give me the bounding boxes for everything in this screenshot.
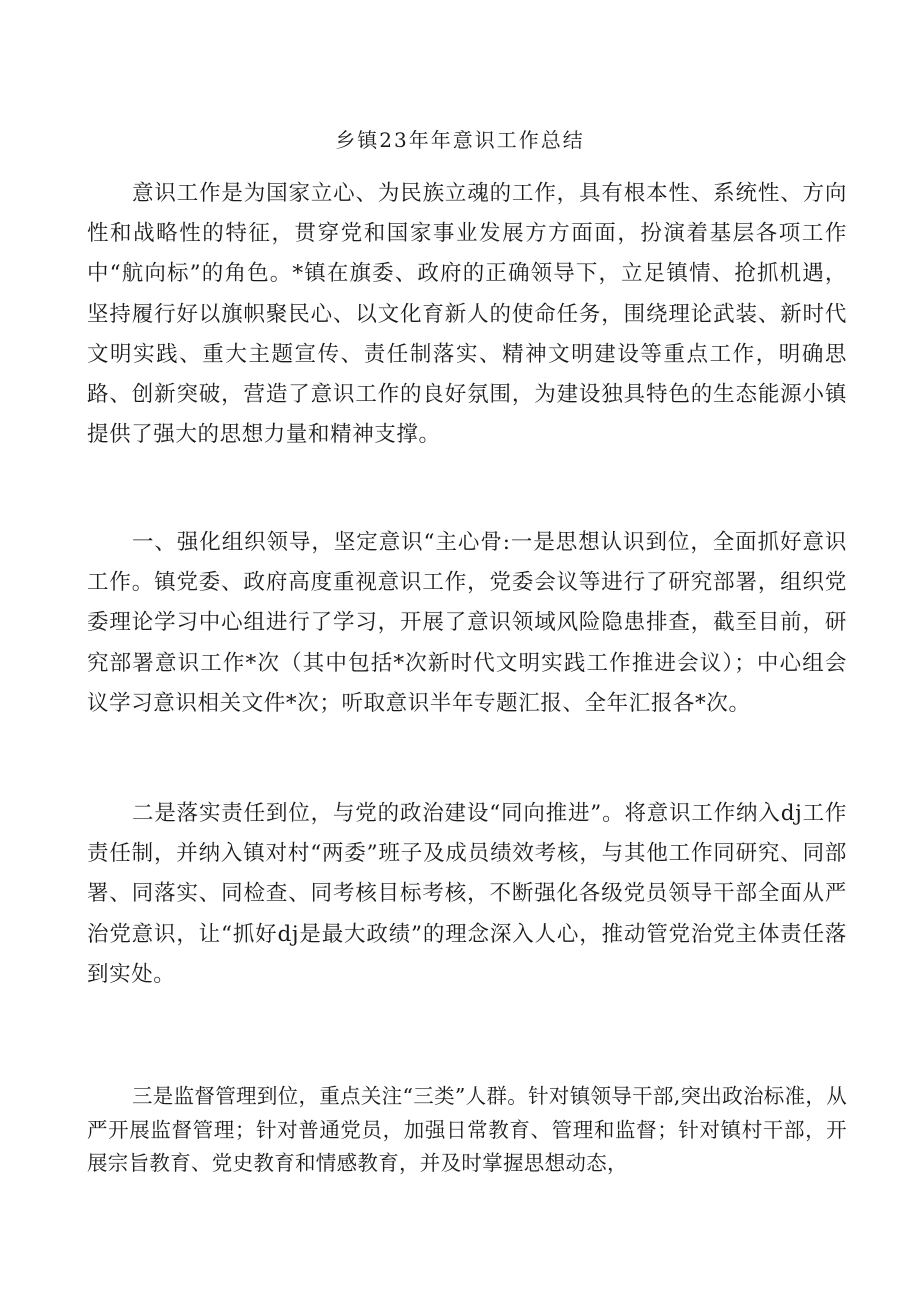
paragraph-intro: 意识工作是为国家立心、为民族立魂的工作，具有根本性、系统性、方向性和战略性的特征，贯穿党和国家事业发展方方面面，扮演着基层各项工作中“航向标”的角色。*镇在旗委、政府的正确领导下，立足镇情、抢抓机遇，坚持履行好以旗帜聚民心、以文化育新人的使命任务，围绕理论武装、新时代文明实践、重大主题宣传、责任制落实、精神文明建设等重点工作，明确思路、创新突破，营造了意识工作的良好氛围，为建设独具特色的生态能源小镇提供了强大的思想力量和精神支撑。 xyxy=(87,181,847,448)
paragraph-section-one: 一、强化组织领导，坚定意识“主心骨:一是思想认识到位，全面抓好意识工作。镇党委、政府高度重视意识工作，党委会议等进行了研究部署，组织党委理论学习中心组进行了学习，开展了意识领域风险隐患排查，截至目前，研究部署意识工作*次（其中包括*次新时代文明实践工作推进会议）；中心组会议学习意识相关文件*次；听取意识半年专题汇报、全年汇报各*次。 xyxy=(87,530,847,716)
paragraph-responsibility: 二是落实责任到位，与党的政治建设“同向推进”。将意识工作纳入dj工作责任制，并纳入镇对村“两委”班子及成员绩效考核，与其他工作同研究、同部署、同落实、同检查、同考核目标考核，不断强化各级党员领导干部全面从严治党意识，让“抓好dj是最大政绩”的理念深入人心，推动管党治党主体责任落到实处。 xyxy=(87,801,847,987)
document-title: 乡镇23年年意识工作总结 xyxy=(335,128,585,152)
paragraph-supervision: 三是监督管理到位，重点关注“三类”人群。针对镇领导干部,突出政治标准，从严开展监督管理；针对普通党员，加强日常教育、管理和监督；针对镇村干部，开展宗旨教育、党史教育和情感教育，并及时掌握思想动态， xyxy=(87,1084,847,1175)
